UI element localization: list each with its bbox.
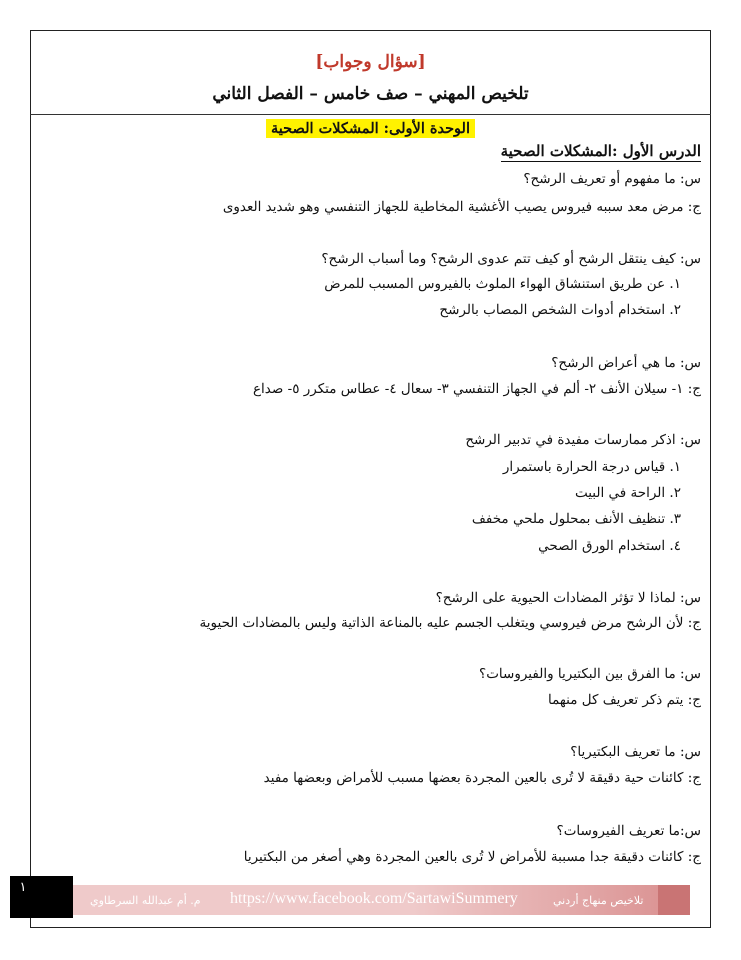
list-item: ٢. الراحة في البيت: [574, 485, 681, 501]
answer-line: ج: كائنات حية دقيقة لا تُرى بالعين المجردة بعضها مسبب للأمراض وبعضها مفيد: [263, 770, 701, 786]
question-line: س: لماذا لا تؤثر المضادات الحيوية على الرشح؟: [435, 590, 701, 606]
page-number: ١: [19, 880, 27, 895]
question-line: س: ما تعريف البكتيريا؟: [570, 744, 701, 760]
question-line: س: ما الفرق بين البكتيريا والفيروسات؟: [479, 666, 701, 682]
list-item: ٤. استخدام الورق الصحي: [538, 538, 681, 554]
question-line: س: كيف ينتقل الرشح أو كيف تتم عدوى الرشح؟ وما أسباب الرشح؟: [321, 251, 701, 267]
list-item: ١. عن طريق استنشاق الهواء الملوث بالفيروس المسبب للمرض: [324, 276, 681, 292]
lesson-title: الدرس الأول :المشكلات الصحية: [500, 142, 701, 160]
footer-author: م. أم عبدالله السرطاوي: [90, 894, 201, 907]
question-line: س: ما هي أعراض الرشح؟: [551, 355, 701, 371]
question-line: س: ما مفهوم أو تعريف الرشح؟: [523, 171, 701, 187]
unit-title-text: الوحدة الأولى: المشكلات الصحية: [266, 119, 475, 138]
answer-line: ج: يتم ذكر تعريف كل منهما: [548, 692, 701, 708]
list-item: ١. قياس درجة الحرارة باستمرار: [502, 459, 681, 475]
footer-accent-box: [658, 885, 690, 915]
footer-url-link[interactable]: https://www.facebook.com/SartawiSummery: [230, 890, 518, 907]
header-tag: [سؤال وجواب]: [315, 52, 426, 72]
list-item: ٣. تنظيف الأنف بمحلول ملحي مخفف: [471, 511, 681, 527]
answer-line: ج: كائنات دقيقة جدا مسببة للأمراض لا تُرى بالعين المجردة وهي أصغر من البكتيريا: [243, 849, 701, 865]
answer-line: ج: مرض معد سببه فيروس يصيب الأغشية المخاطية للجهاز التنفسي وهو شديد العدوى: [222, 199, 701, 215]
list-item: ٢. استخدام أدوات الشخص المصاب بالرشح: [439, 302, 681, 318]
page-title: تلخيص المهني – صف خامس – الفصل الثاني: [212, 84, 529, 104]
title-divider: [30, 114, 711, 115]
answer-line: ج: ١- سيلان الأنف ٢- ألم في الجهاز التنفسي ٣- سعال ٤- عطاس متكرر ٥- صداع: [252, 381, 701, 397]
unit-title: [0, 118, 741, 137]
answer-line: ج: لأن الرشح مرض فيروسي ويتغلب الجسم عليه بالمناعة الذاتية وليس بالمضادات الحيوية: [199, 615, 701, 631]
footer-series-label: تلاخيص منهاج أردني: [553, 894, 644, 907]
question-line: س:ما تعريف الفيروسات؟: [556, 823, 701, 839]
question-line: س: اذكر ممارسات مفيدة في تدبير الرشح: [465, 432, 701, 448]
page-border: [30, 30, 711, 928]
